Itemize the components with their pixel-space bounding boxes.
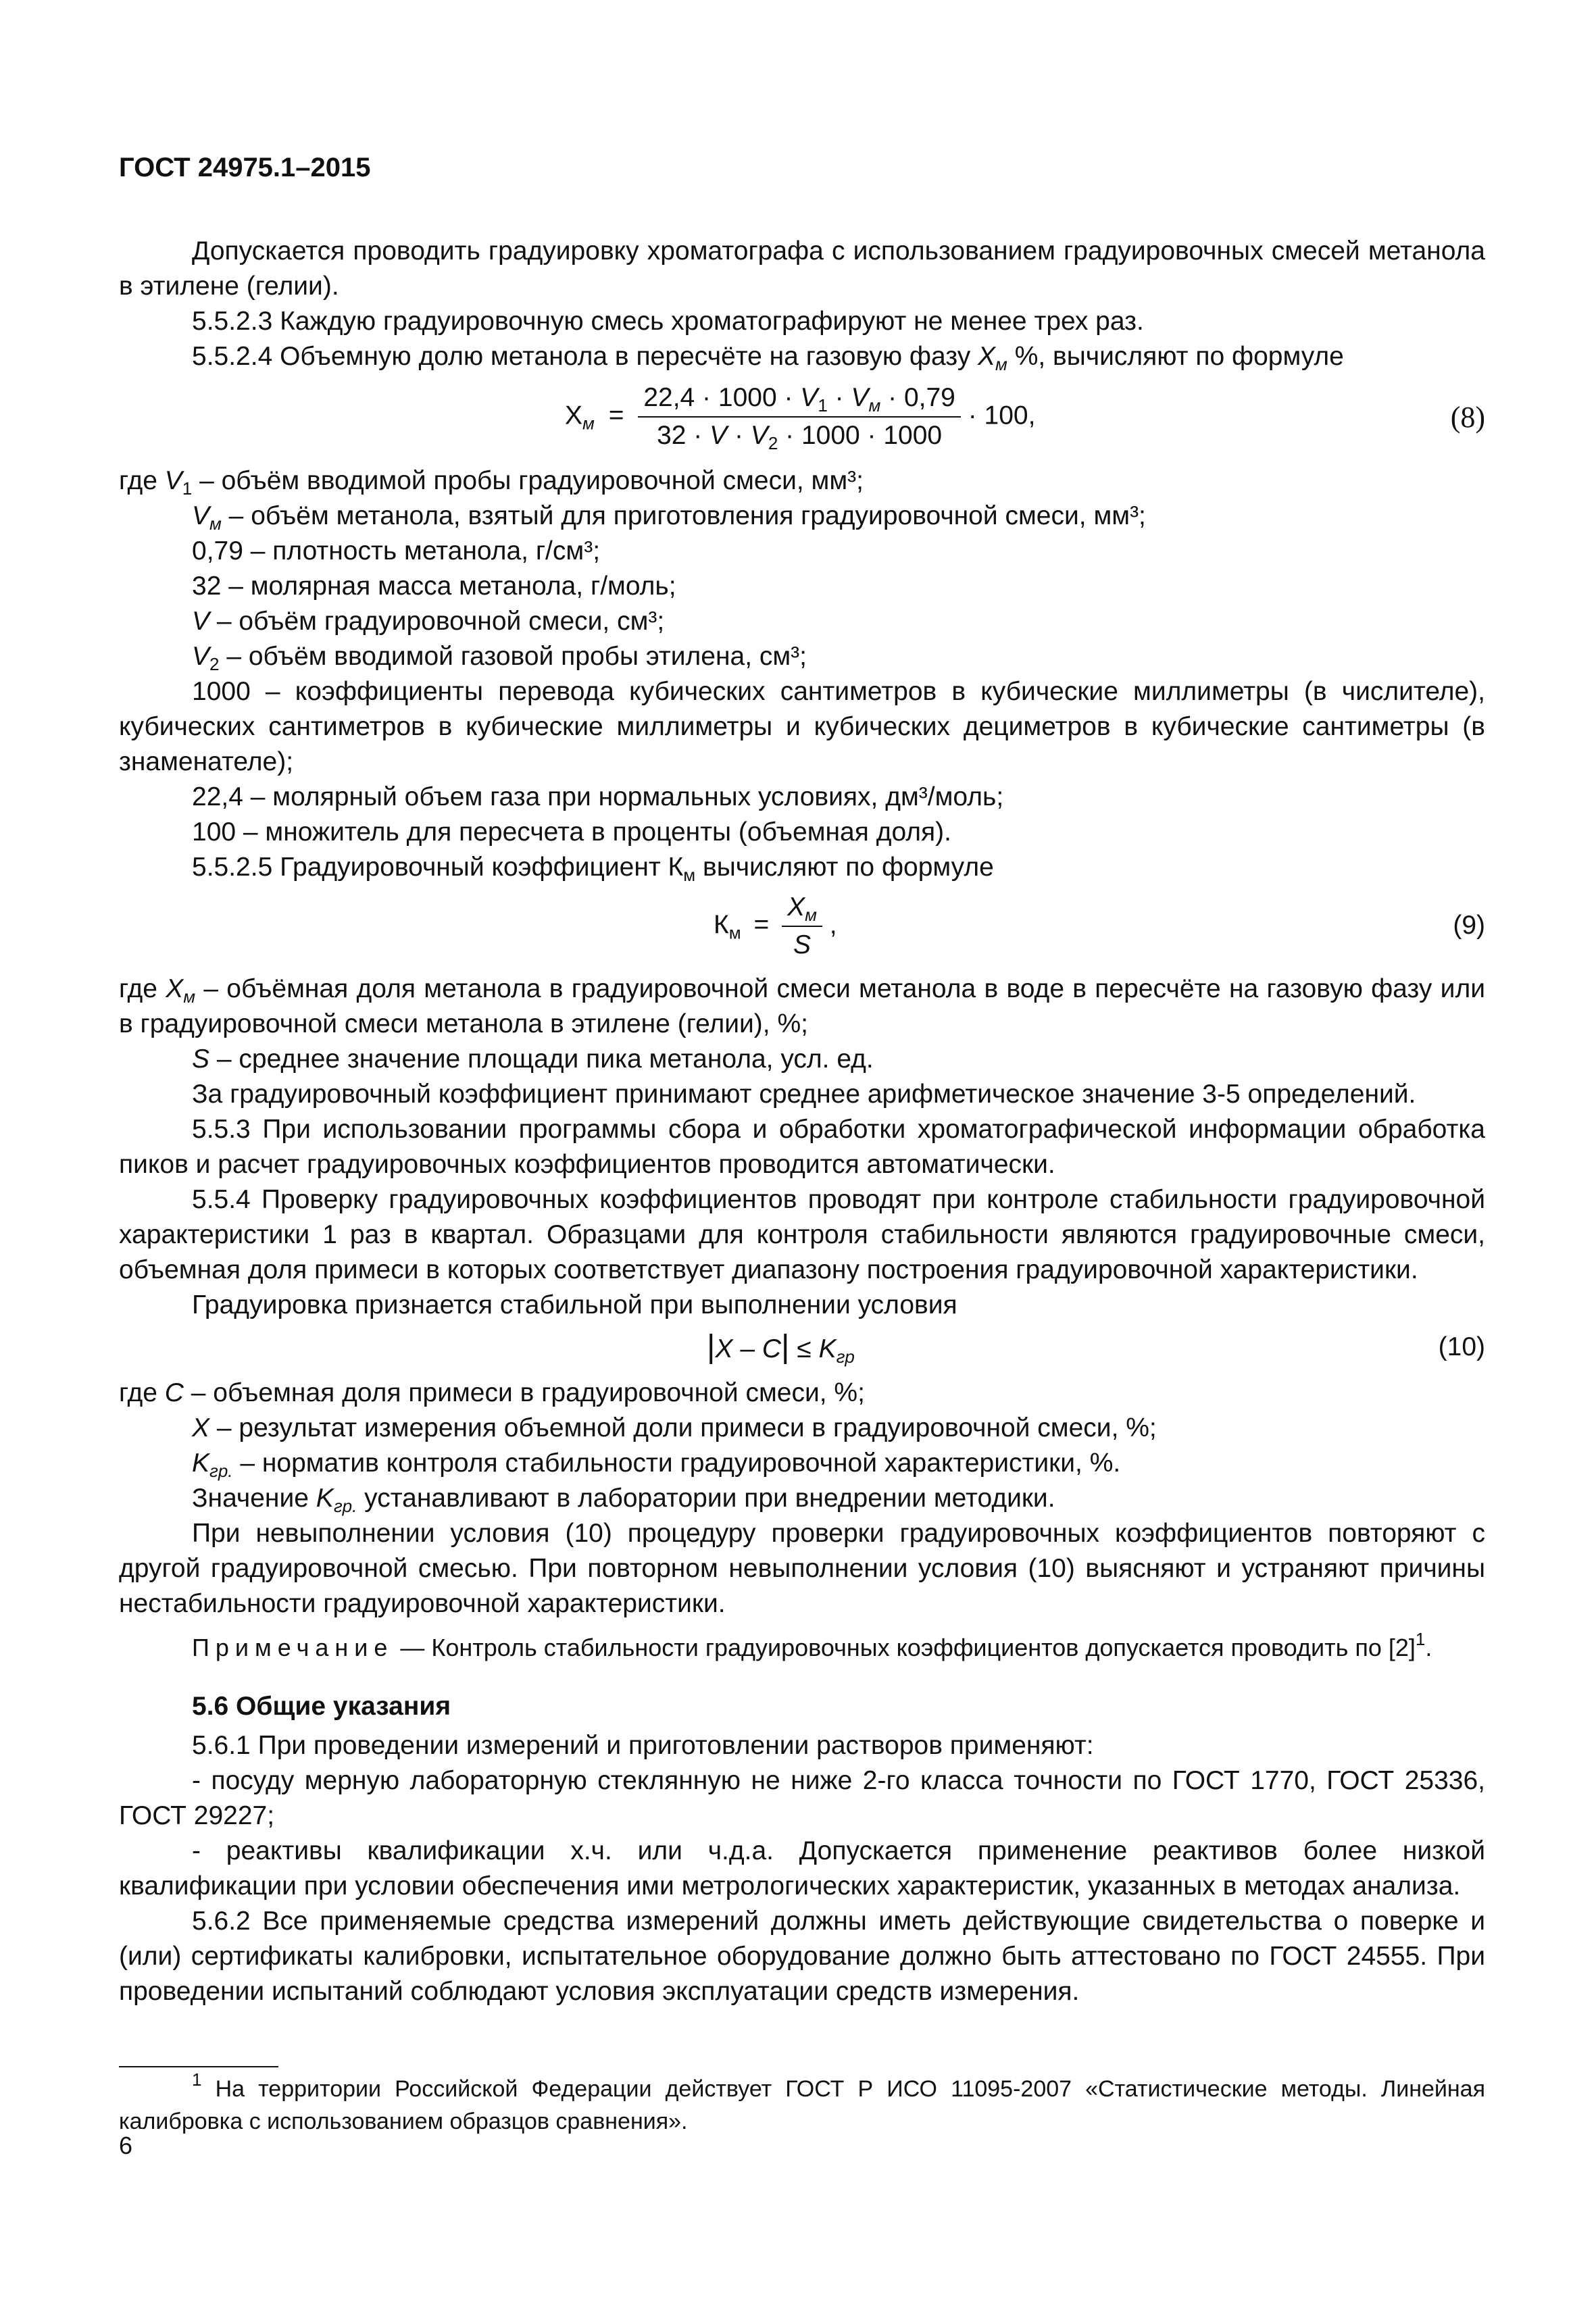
paragraph: 5.6.2 Все применяемые средства измерений должны иметь действующие свидетельства о поверке и (или) сертификаты калибровки, испытательное оборудование должно быть аттестовано по ГОСТ 24555. При проведении испытаний соблюдают условия эксплуатации средств измерения.	[119, 1907, 1485, 2006]
definition: S – среднее значение площади пика метанола, усл. ед.	[192, 1045, 874, 1074]
paragraph: 5.5.3 При использовании программы сбора и обработки хроматографической информации обработка пиков и расчет градуировочных коэффициентов проводится автоматически.	[119, 1115, 1485, 1179]
formula-number: (9)	[1453, 911, 1485, 940]
fraction: $\frac{22,4 \cdot 1000 \cdot V_1 \cdot V_м \cdot 0,79}{32 \cdot V \cdot V_2 \cdot 1000 \cdot 1000}$	[638, 380, 961, 454]
footnote-ref[interactable]: 1	[1415, 1629, 1426, 1649]
definition: 100 – множитель для пересчета в проценты (объемная доля).	[192, 818, 951, 847]
formula-8: $X_м$ = $\frac{22,4 \cdot 1000 \cdot V_1 \cdot V_м \cdot 0,79}{32 \cdot V \cdot V_2 \cdot 1000 \cdot 1000}$ · 100, (8)	[119, 374, 1485, 463]
footnote-divider	[119, 2066, 278, 2067]
definition: 32 – молярная масса метанола, г/моль;	[192, 572, 676, 601]
footnote-mark: 1	[192, 2069, 202, 2090]
paragraph: Градуировка признается стабильной при выполнении условия	[192, 1290, 957, 1319]
paragraph: Допускается проводить градуировку хроматографа с использованием градуировочных смесей метанола в этилене (гелии).	[119, 236, 1485, 301]
definition: V – объём градуировочной смеси, см³;	[192, 607, 665, 636]
footnote: $^1$ На территории Российской Федерации действует ГОСТ Р ИСО 11095-2007 «Статистические методы. Линейная калибровка с использованием образцов сравнения».	[119, 2069, 1485, 2134]
formula-number: (10)	[1438, 1332, 1485, 1361]
definition: $V_2$ – объём вводимой газовой пробы этилена, см³;	[192, 642, 807, 674]
note: Примечание — Контроль стабильности градуировочных коэффициентов допускается проводить по $[2]^1$.	[192, 1629, 1432, 1661]
paragraph: 5.5.2.4 Объемную долю метанола в пересчёте на газовую фазу $X_м$ %, вычисляют по формуле	[192, 342, 1344, 374]
paragraph: При невыполнении условия (10) процедуру проверки градуировочных коэффициентов повторяют с другой градуировочной смесью. При повторном невыполнении условия (10) выясняют и устраняют причины нестабильности градуировочной характеристики.	[119, 1519, 1485, 1618]
formula-9: $К_м$ = $\frac{X_м}{S}$ , (9)	[119, 885, 1485, 972]
definition: X – результат измерения объемной доли примеси в градуировочной смеси, %;	[192, 1413, 1157, 1442]
paragraph: 5.5.2.3 Каждую градуировочную смесь хроматографируют не менее трех раз.	[192, 307, 1144, 336]
note-label: Примечание	[192, 1634, 394, 1661]
list-item: - реактивы квалификации х.ч. или ч.д.а. Допускается применение реактивов более низкой квалификации при условии обеспечения ими метрологических характеристик, указанных в методах анализа.	[119, 1836, 1485, 1901]
section-heading: 5.6 Общие указания	[192, 1692, 451, 1721]
paragraph: За градуировочный коэффициент принимают среднее арифметическое значение 3-5 определений.	[192, 1080, 1416, 1109]
definition: где C – объемная доля примеси в градуировочной смеси, %;	[119, 1378, 865, 1407]
paragraph: 5.6.1 При проведении измерений и приготовлении растворов применяют:	[192, 1731, 1094, 1760]
definition: 0,79 – плотность метанола, г/см³;	[192, 536, 601, 565]
formula-10: $|X - C| \le K_{гр}$ (10)	[707, 1329, 1485, 1367]
paragraph: 5.5.4 Проверку градуировочных коэффициентов проводят при контроле стабильности градуировочной характеристики 1 раз в квартал. Образцами для контроля стабильности являются градуировочные смеси, объемная доля примеси в которых соответствует диапазону построения градуировочной характеристики.	[119, 1185, 1485, 1284]
fraction: $\frac{X_м}{S}$	[782, 889, 822, 963]
definition: $K_{гр.}$ – норматив контроля стабильности градуировочной характеристики, %.	[192, 1449, 1121, 1481]
body-text	[119, 234, 1485, 2009]
definition: 22,4 – молярный объем газа при нормальных условиях, дм³/моль;	[192, 782, 1004, 811]
definition: 1000 – коэффициенты перевода кубических сантиметров в кубические миллиметры (в числителе), кубических сантиметров в кубические миллиметры и кубических дециметров в кубические сантиметры (в знаменателе);	[119, 677, 1485, 776]
formula-number: (8)	[1450, 401, 1485, 434]
definition: $V_м$ – объём метанола, взятый для приготовления градуировочной смеси, мм³;	[192, 501, 1146, 534]
page-number: 6	[119, 2132, 133, 2159]
list-item: - посуду мерную лабораторную стеклянную не ниже 2-го класса точности по ГОСТ 1770, ГОСТ 25336, ГОСТ 29227;	[119, 1766, 1485, 1830]
definition: где $X_м$ – объёмная доля метанола в градуировочной смеси метанола в воде в пересчёте на газовую фазу или в градуировочной смеси метанола в этилене (гелии), %;	[119, 974, 1485, 1038]
definition: Значение $K_{гр.}$ устанавливают в лаборатории при внедрении методики.	[192, 1484, 1055, 1516]
document-code: ГОСТ 24975.1–2015	[119, 153, 371, 182]
paragraph: 5.5.2.5 Градуировочный коэффициент $К_м$ вычисляют по формуле	[192, 853, 994, 885]
definition: где $V_1$ – объём вводимой пробы градуировочной смеси, мм³;	[119, 466, 864, 499]
